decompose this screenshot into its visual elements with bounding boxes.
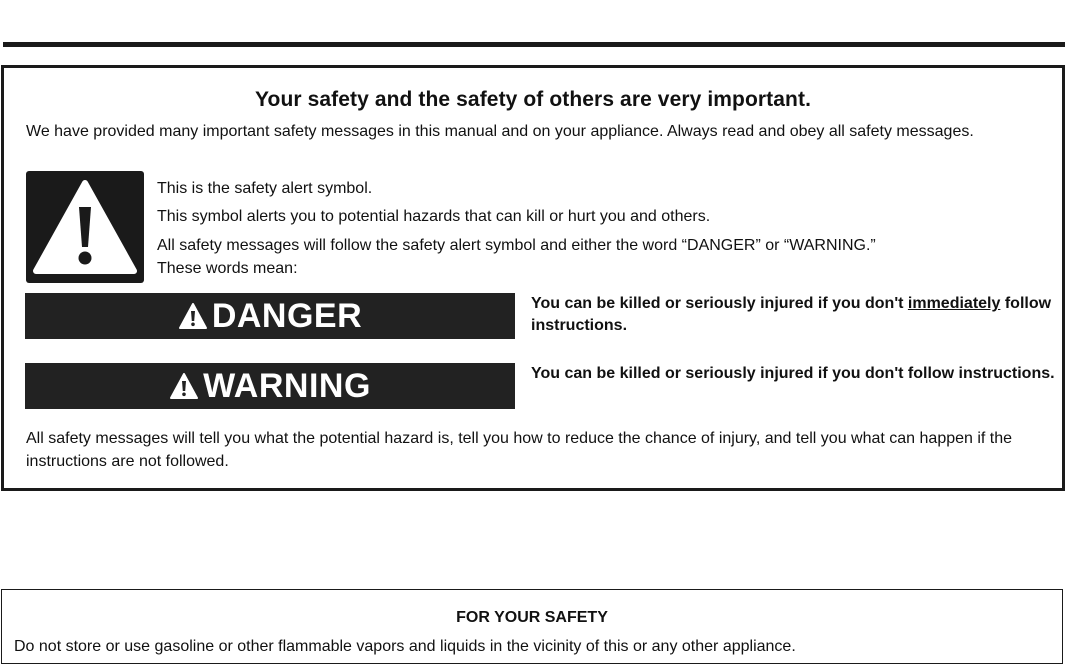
warning-signal-bar [25,363,515,409]
symbol-line: All safety messages will follow the safety alert symbol and either the word “DANGER” or “WARNING.” [157,237,876,254]
danger-signal-bar [25,293,515,339]
top-divider [3,42,1065,47]
safety-alert-triangle-icon [26,171,144,283]
small-alert-triangle-icon [178,302,208,330]
small-alert-triangle-icon [169,372,199,400]
for-your-safety-box [1,589,1063,664]
danger-text-underlined: immediately [907,295,1001,312]
danger-meaning-text [531,293,1056,337]
warning-signal-word: WARNING [203,366,371,405]
symbol-line: These words mean: [157,260,298,277]
for-your-safety-body: Do not store or use gasoline or other flammable vapors and liquids in the vicinity of this or any other appliance. [14,638,796,655]
danger-text-suffix: follow instructions. [531,295,1052,334]
danger-signal-word: DANGER [211,296,363,335]
symbol-line: This is the safety alert symbol. [157,180,373,197]
danger-text-prefix: You can be killed or seriously injured if you don't [531,295,908,312]
safety-messages-box [1,65,1065,491]
safety-intro-text: We have provided many important safety messages in this manual and on your appliance. Always read and obey all safety messages. [26,123,974,140]
warning-meaning-text: You can be killed or seriously injured if you don't follow instructions. [531,365,1055,382]
safety-outro-text: All safety messages will tell you what the potential hazard is, tell you how to reduce the chance of injury, and tell you what can happen if the instructions are not followed. [26,430,1013,470]
for-your-safety-title: FOR YOUR SAFETY [456,609,608,626]
safety-box-title: Your safety and the safety of others are very important. [254,88,812,111]
symbol-line: This symbol alerts you to potential hazards that can kill or hurt you and others. [157,208,711,225]
